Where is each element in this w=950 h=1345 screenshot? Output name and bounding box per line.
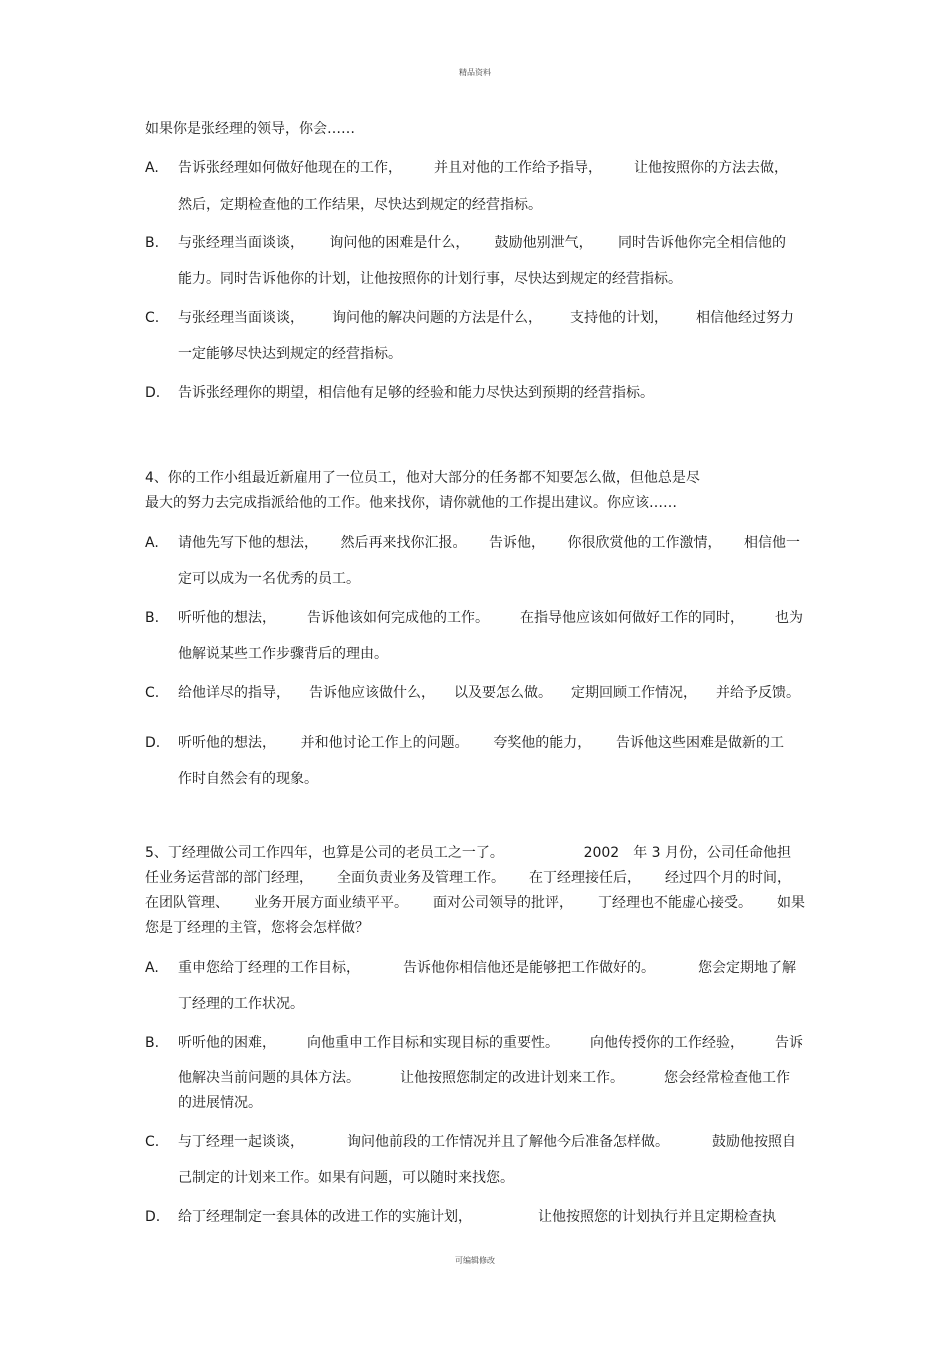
q4-option-a-line1: 请他先写下他的想法， 然后再来找你汇报。 告诉他， 你很欣赏他的工作激情， 相信他一 bbox=[178, 535, 800, 551]
q3-option-b-label: B. bbox=[145, 235, 160, 251]
q3-option-a-label: A. bbox=[145, 160, 159, 176]
q4-option-d-line1: 听听他的想法， 并和他讨论工作上的问题。 夸奖他的能力， 告诉他这些困难是做新的工 bbox=[178, 735, 784, 751]
q5-option-b-line2: 他解决当前问题的具体方法。 让他按照您制定的改进计划来工作。 您会经常检查他工作 bbox=[178, 1070, 790, 1086]
q4-option-b-line2: 他解说某些工作步骤背后的理由。 bbox=[178, 646, 388, 662]
q5-option-c-line2: 己制定的计划来工作。如果有问题，可以随时来找您。 bbox=[178, 1170, 514, 1186]
page-header: 精品资料 bbox=[459, 68, 491, 77]
q5-option-b-label: B. bbox=[145, 1035, 160, 1051]
q5-question-line1: 5、丁经理做公司工作四年，也算是公司的老员工之一了。 2002 年 3 月份，公司任命他担 bbox=[145, 845, 791, 861]
q3-option-c-line1: 与张经理当面谈谈， 询问他的解决问题的方法是什么， 支持他的计划， 相信他经过努力 bbox=[178, 310, 794, 326]
q5-option-a-line2: 丁经理的工作状况。 bbox=[178, 996, 304, 1012]
q4-option-c-line1: 给他详尽的指导， 告诉他应该做什么， 以及要怎么做。 定期回顾工作情况， 并给予反馈。 bbox=[178, 685, 800, 701]
q5-question-line2: 任业务运营部的部门经理， 全面负责业务及管理工作。 在丁经理接任后， 经过四个月的时间， bbox=[145, 870, 791, 886]
q5-option-c-line1: 与丁经理一起谈谈， 询问他前段的工作情况并且了解他今后准备怎样做。 鼓励他按照自 bbox=[178, 1134, 796, 1150]
q3-option-a-line1: 告诉张经理如何做好他现在的工作， 并且对他的工作给予指导， 让他按照你的方法去做， bbox=[178, 160, 788, 176]
page-footer: 可编辑修改 bbox=[455, 1256, 495, 1265]
q4-option-c-label: C. bbox=[145, 685, 160, 701]
q4-question-line1: 4、你的工作小组最近新雇用了一位员工，他对大部分的任务都不知要怎么做，但他总是尽 bbox=[145, 470, 700, 486]
q4-option-d-line2: 作时自然会有的现象。 bbox=[178, 771, 318, 787]
q3-option-a-line2: 然后，定期检查他的工作结果，尽快达到规定的经营指标。 bbox=[178, 197, 542, 213]
q5-question-line4: 您是丁经理的主管，您将会怎样做？ bbox=[145, 920, 369, 936]
q5-option-d-line1: 给丁经理制定一套具体的改进工作的实施计划， 让他按照您的计划执行并且定期检查执 bbox=[178, 1209, 776, 1225]
q3-option-d-label: D. bbox=[145, 385, 161, 401]
q4-option-b-label: B. bbox=[145, 610, 160, 626]
q3-option-d-line1: 告诉张经理你的期望，相信他有足够的经验和能力尽快达到预期的经营指标。 bbox=[178, 385, 654, 401]
q5-option-d-label: D. bbox=[145, 1209, 161, 1225]
q3-option-c-label: C. bbox=[145, 310, 160, 326]
q4-option-a-line2: 定可以成为一名优秀的员工。 bbox=[178, 571, 360, 587]
q4-option-d-label: D. bbox=[145, 735, 161, 751]
q3-intro: 如果你是张经理的领导，你会…… bbox=[145, 121, 355, 137]
q3-option-b-line2: 能力。同时告诉他你的计划，让他按照你的计划行事，尽快达到规定的经营指标。 bbox=[178, 271, 682, 287]
q5-option-a-label: A. bbox=[145, 960, 159, 976]
q5-option-b-line3: 的进展情况。 bbox=[178, 1095, 262, 1111]
q4-option-b-line1: 听听他的想法， 告诉他该如何完成他的工作。 在指导他应该如何做好工作的同时， 也为 bbox=[178, 610, 803, 626]
q5-option-a-line1: 重申您给丁经理的工作目标， 告诉他你相信他还是能够把工作做好的。 您会定期地了解 bbox=[178, 960, 796, 976]
q3-option-c-line2: 一定能够尽快达到规定的经营指标。 bbox=[178, 346, 402, 362]
q3-option-b-line1: 与张经理当面谈谈， 询问他的困难是什么， 鼓励他别泄气， 同时告诉他你完全相信他的 bbox=[178, 235, 786, 251]
q5-option-b-line1: 听听他的困难， 向他重申工作目标和实现目标的重要性。 向他传授你的工作经验， 告诉 bbox=[178, 1035, 803, 1051]
q4-option-a-label: A. bbox=[145, 535, 159, 551]
q4-question-line2: 最大的努力去完成指派给他的工作。他来找你，请你就他的工作提出建议。你应该…… bbox=[145, 495, 677, 511]
q5-question-line3: 在团队管理、 业务开展方面业绩平平。 面对公司领导的批评， 丁经理也不能虚心接受。 如果 bbox=[145, 895, 805, 911]
q5-option-c-label: C. bbox=[145, 1134, 160, 1150]
